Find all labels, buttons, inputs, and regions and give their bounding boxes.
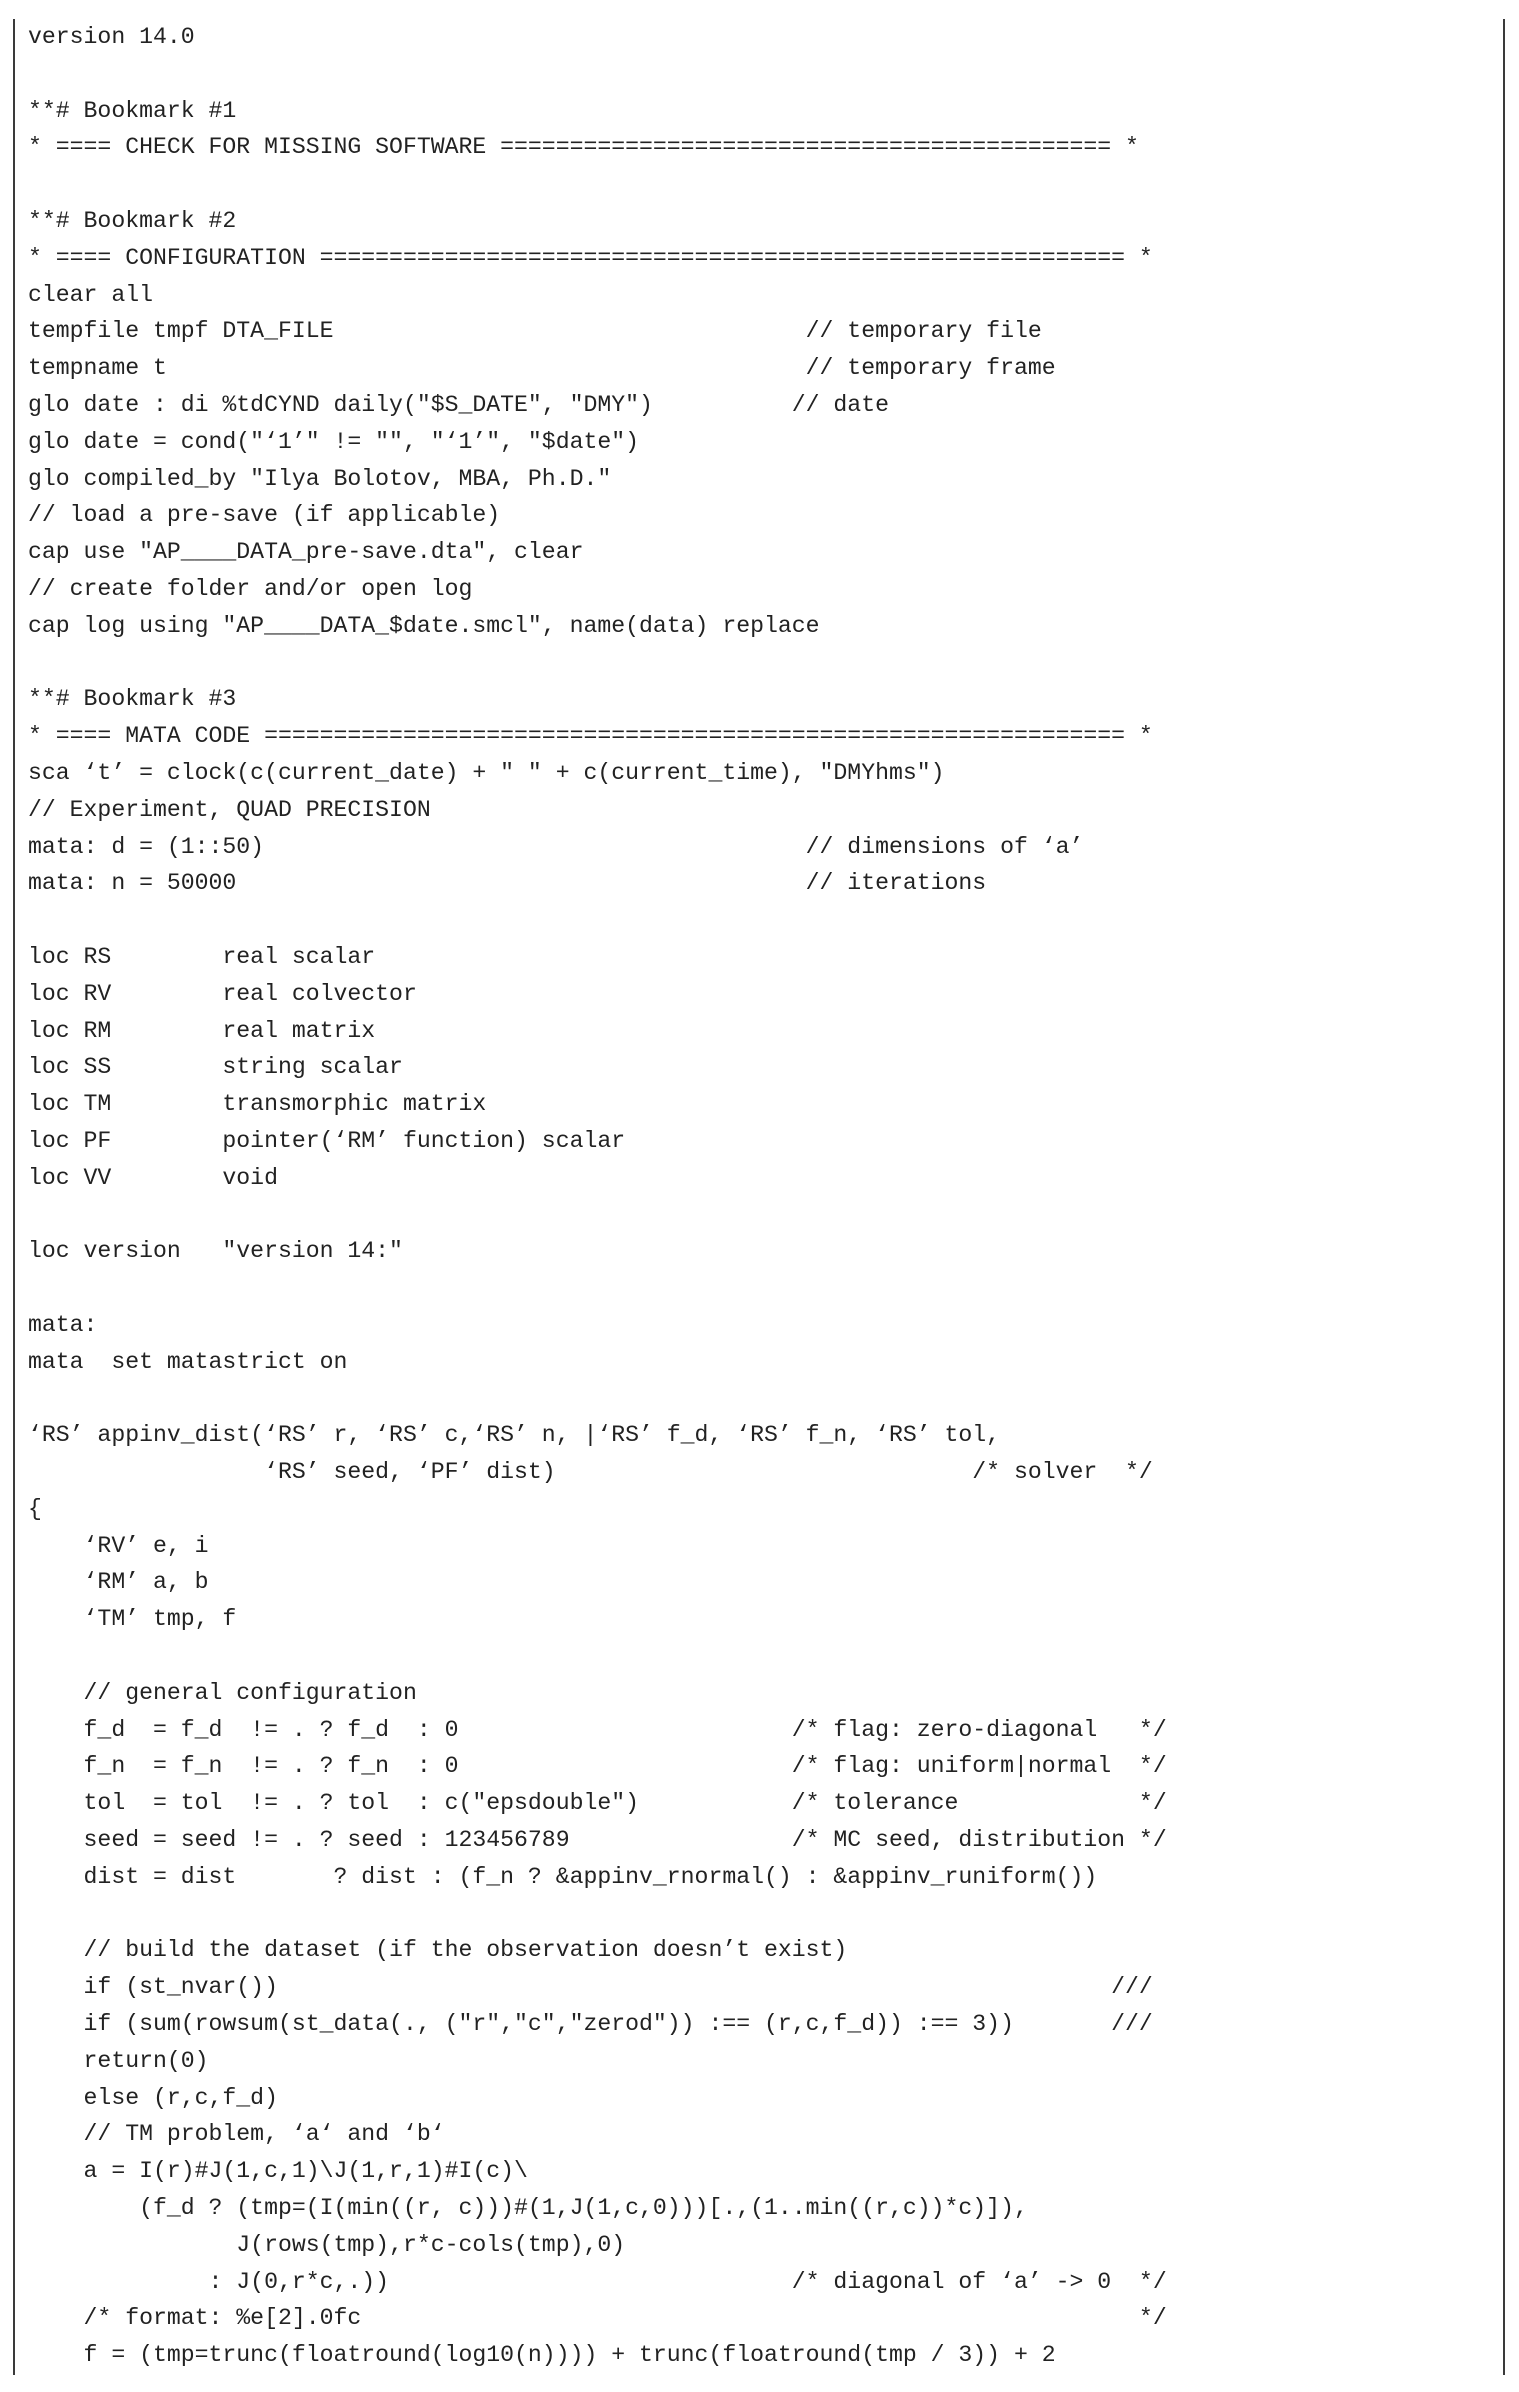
code-line: seed = seed != . ? seed : 123456789 /* MC seed, distribution */	[28, 1827, 1167, 1854]
code-line	[28, 902, 1167, 939]
function-signature: ‘RS’ seed, ‘PF’ dist) /* solver */	[28, 1459, 1153, 1486]
code-line	[28, 645, 1167, 682]
section-rule: * ==== MATA CODE ============================================================== *	[28, 723, 1153, 750]
code-line: tol = tol != . ? tol : c("epsdouble") /* tolerance */	[28, 1790, 1167, 1817]
code-line: dist = dist ? dist : (f_n ? &appinv_rnormal() : &appinv_runiform())	[28, 1863, 1098, 1890]
bookmark-line: **# Bookmark #2	[28, 207, 237, 234]
code-block	[28, 19, 1167, 2374]
code-line: loc VV void	[28, 1164, 278, 1191]
code-line: loc RM real matrix	[28, 1017, 376, 1044]
code-line: J(rows(tmp),r*c-cols(tmp),0)	[28, 2231, 626, 2258]
code-line	[28, 166, 1167, 203]
code-line: : J(0,r*c,.)) /* diagonal of ‘a’ -> 0 */	[28, 2268, 1167, 2295]
bookmark-line: **# Bookmark #3	[28, 686, 237, 713]
code-line: mata set matastrict on	[28, 1348, 348, 1375]
code-line	[28, 1380, 1167, 1417]
comment-line: // create folder and/or open log	[28, 575, 473, 602]
code-line: if (sum(rowsum(st_data(., ("r","c","zerod")) :== (r,c,f_d)) :== 3)) ///	[28, 2011, 1153, 2038]
code-line: loc version "version 14:"	[28, 1238, 403, 1265]
code-line: a = I(r)#J(1,c,1)\J(1,r,1)#I(c)\	[28, 2158, 528, 2185]
code-line: loc PF pointer(‘RM’ function) scalar	[28, 1127, 626, 1154]
code-line: mata: d = (1::50) // dimensions of ‘a’	[28, 833, 1084, 860]
code-line: (f_d ? (tmp=(I(min((r, c)))#(1,J(1,c,0)))[.,(1..min((r,c))*c)]),	[28, 2195, 1028, 2222]
code-line	[28, 1197, 1167, 1234]
code-listing-frame	[13, 19, 1505, 2375]
code-line: else (r,c,f_d)	[28, 2084, 278, 2111]
code-line	[28, 56, 1167, 93]
code-line	[28, 1270, 1167, 1307]
comment-line: // general configuration	[28, 1679, 417, 1706]
code-line: ‘RM’ a, b	[28, 1569, 209, 1596]
code-line: cap use "AP____DATA_pre-save.dta", clear	[28, 539, 584, 566]
code-line: f = (tmp=trunc(floatround(log10(n)))) + trunc(floatround(tmp / 3)) + 2	[28, 2342, 1056, 2369]
comment-line: /* format: %e[2].0fc */	[28, 2305, 1167, 2332]
code-line: sca ‘t’ = clock(c(current_date) + " " + c(current_time), "DMYhms")	[28, 759, 945, 786]
code-line: ‘RV’ e, i	[28, 1532, 209, 1559]
code-line: loc TM transmorphic matrix	[28, 1091, 487, 1118]
section-rule: * ==== CONFIGURATION ========================================================== *	[28, 244, 1153, 271]
code-line: loc RV real colvector	[28, 980, 417, 1007]
comment-line: // load a pre-save (if applicable)	[28, 502, 501, 529]
code-line: glo date : di %tdCYND daily("$S_DATE", "DMY") // date	[28, 391, 889, 418]
code-line: version 14.0	[28, 24, 195, 50]
code-line: return(0)	[28, 2047, 209, 2074]
comment-line: // TM problem, ‘a‘ and ‘b‘	[28, 2121, 445, 2148]
code-line: clear all	[28, 281, 153, 308]
code-line: cap log using "AP____DATA_$date.smcl", name(data) replace	[28, 612, 820, 639]
code-line: if (st_nvar()) ///	[28, 1974, 1153, 2001]
code-line: ‘TM’ tmp, f	[28, 1606, 237, 1633]
code-line: mata:	[28, 1311, 98, 1338]
code-line: glo date = cond("‘1’" != "", "‘1’", "$date")	[28, 428, 640, 455]
comment-line: // Experiment, QUAD PRECISION	[28, 796, 431, 823]
code-line: glo compiled_by "Ilya Bolotov, MBA, Ph.D."	[28, 465, 612, 492]
code-line: loc SS string scalar	[28, 1054, 403, 1081]
code-line: {	[28, 1495, 42, 1522]
code-line	[28, 1638, 1167, 1675]
code-line: f_d = f_d != . ? f_d : 0 /* flag: zero-diagonal */	[28, 1716, 1167, 1743]
code-line: mata: n = 50000 // iterations	[28, 870, 987, 897]
bookmark-line: **# Bookmark #1	[28, 97, 237, 124]
code-line: tempfile tmpf DTA_FILE // temporary file	[28, 318, 1042, 345]
function-signature: ‘RS’ appinv_dist(‘RS’ r, ‘RS’ c,‘RS’ n, |‘RS’ f_d, ‘RS’ f_n, ‘RS’ tol,	[28, 1422, 1001, 1449]
code-line: f_n = f_n != . ? f_n : 0 /* flag: uniform|normal */	[28, 1753, 1167, 1780]
code-line	[28, 1896, 1167, 1933]
comment-line: // build the dataset (if the observation doesn’t exist)	[28, 1937, 848, 1964]
code-line: loc RS real scalar	[28, 943, 376, 970]
code-line: tempname t // temporary frame	[28, 355, 1056, 382]
section-rule: * ==== CHECK FOR MISSING SOFTWARE ============================================ *	[28, 134, 1139, 161]
